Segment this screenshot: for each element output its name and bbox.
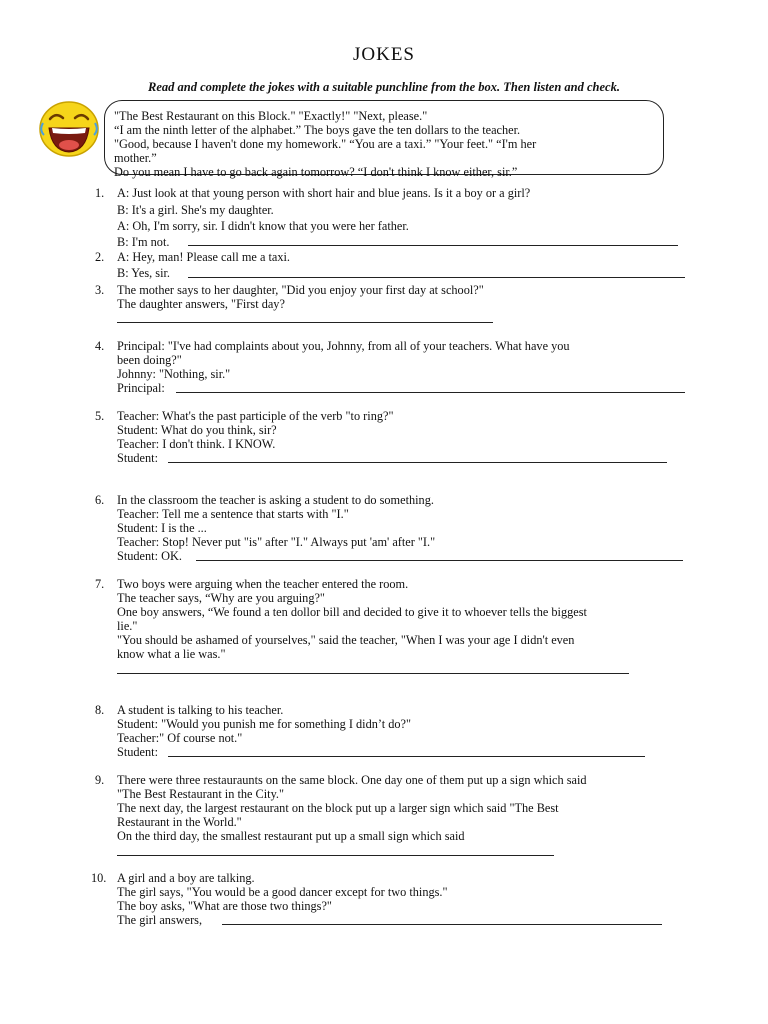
joke-number: 5. xyxy=(95,409,105,423)
joke-line: Teacher:" Of course not." xyxy=(117,731,243,745)
joke-line: The teacher says, “Why are you arguing?" xyxy=(117,591,325,605)
joke-line: On the third day, the smallest restaurant put up a small sign which said xyxy=(117,829,465,843)
joke-line: A: Oh, I'm sorry, sir. I didn't know that you were her father. xyxy=(117,219,409,233)
punchline-line: Do you mean I have to go back again tomorrow? “I don't think I know either, sir.” xyxy=(114,165,518,179)
joke-line: B: Yes, sir. xyxy=(117,266,170,280)
joke-number: 3. xyxy=(95,283,105,297)
answer-blank[interactable] xyxy=(117,855,554,856)
joke-line: Johnny: "Nothing, sir." xyxy=(117,367,231,381)
joke-line: A: Just look at that young person with short hair and blue jeans. Is it a boy or a girl? xyxy=(117,186,531,200)
joke-number: 7. xyxy=(95,577,105,591)
laughing-smiley-icon xyxy=(36,97,102,159)
joke-line: Student: What do you think, sir? xyxy=(117,423,277,437)
joke-line: The boy asks, "What are those two things?" xyxy=(117,899,332,913)
joke-number: 8. xyxy=(95,703,105,717)
joke-line: B: I'm not. xyxy=(117,235,170,249)
joke-line: "The Best Restaurant in the City." xyxy=(117,787,285,801)
joke-line: Teacher: What's the past participle of the verb "to ring?" xyxy=(117,409,394,423)
joke-line: The girl answers, xyxy=(117,913,203,927)
punchline-line: "The Best Restaurant on this Block." "Exactly!" "Next, please." xyxy=(114,109,428,123)
joke-line: In the classroom the teacher is asking a student to do something. xyxy=(117,493,434,507)
joke-number: 10. xyxy=(91,871,107,885)
joke-number: 9. xyxy=(95,773,105,787)
joke-number: 2. xyxy=(95,250,105,264)
answer-blank[interactable] xyxy=(117,322,493,323)
answer-blank[interactable] xyxy=(168,462,667,463)
joke-line: A: Hey, man! Please call me a taxi. xyxy=(117,250,291,264)
joke-line: The daughter answers, "First day? xyxy=(117,297,285,311)
page-title: JOKES xyxy=(352,44,415,65)
answer-blank[interactable] xyxy=(222,924,662,925)
joke-line: Student: OK. xyxy=(117,549,182,563)
answer-blank[interactable] xyxy=(117,673,629,674)
joke-line: Two boys were arguing when the teacher entered the room. xyxy=(117,577,409,591)
joke-line: Principal: "I've had complaints about you, Johnny, from all of your teachers. What have you xyxy=(117,339,570,353)
joke-line: Student: xyxy=(117,745,158,759)
punchline-line: "Good, because I haven't done my homework." “You are a taxi.” "Your feet." “I'm her xyxy=(114,137,537,151)
joke-line: Student: I is the ... xyxy=(117,521,207,535)
punchline-line: mother.” xyxy=(114,151,157,165)
joke-line: One boy answers, “We found a ten dollor bill and decided to give it to whoever tells the biggest xyxy=(117,605,587,619)
joke-number: 6. xyxy=(95,493,105,507)
joke-line: been doing?" xyxy=(117,353,182,367)
joke-line: There were three restauraunts on the same block. One day one of them put up a sign which said xyxy=(117,773,587,787)
joke-line: Teacher: I don't think. I KNOW. xyxy=(117,437,276,451)
joke-line: know what a lie was." xyxy=(117,647,226,661)
joke-line: Teacher: Tell me a sentence that starts with "I." xyxy=(117,507,349,521)
joke-line: Teacher: Stop! Never put "is" after "I." Always put 'am' after "I." xyxy=(117,535,436,549)
joke-line: The mother says to her daughter, "Did you enjoy your first day at school?" xyxy=(117,283,484,297)
joke-line: Student: xyxy=(117,451,158,465)
answer-blank[interactable] xyxy=(188,277,685,278)
answer-blank[interactable] xyxy=(188,245,678,246)
instructions: Read and complete the jokes with a suitable punchline from the box. Then listen and check. xyxy=(148,80,620,94)
joke-line: lie." xyxy=(117,619,138,633)
answer-blank[interactable] xyxy=(196,560,683,561)
joke-line: Principal: xyxy=(117,381,165,395)
joke-line: The girl says, "You would be a good dancer except for two things." xyxy=(117,885,448,899)
joke-line: The next day, the largest restaurant on the block put up a larger sign which said "The Best xyxy=(117,801,559,815)
answer-blank[interactable] xyxy=(176,392,685,393)
joke-line: Restaurant in the World." xyxy=(117,815,242,829)
joke-number: 4. xyxy=(95,339,105,353)
joke-number: 1. xyxy=(95,186,105,200)
joke-line: B: It's a girl. She's my daughter. xyxy=(117,203,274,217)
punchline-line: “I am the ninth letter of the alphabet.” The boys gave the ten dollars to the teacher. xyxy=(114,123,521,137)
answer-blank[interactable] xyxy=(168,756,645,757)
joke-line: A girl and a boy are talking. xyxy=(117,871,255,885)
joke-line: A student is talking to his teacher. xyxy=(117,703,284,717)
joke-line: "You should be ashamed of yourselves," said the teacher, "When I was your age I didn't even xyxy=(117,633,575,647)
joke-line: Student: "Would you punish me for something I didn’t do?" xyxy=(117,717,412,731)
